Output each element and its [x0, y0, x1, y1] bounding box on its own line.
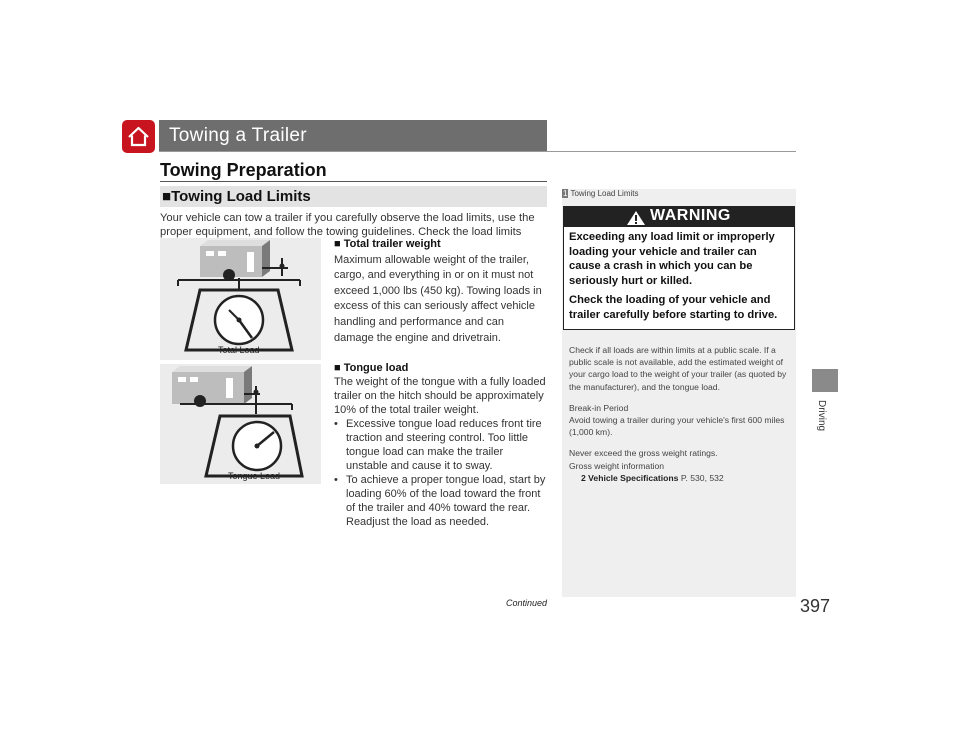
warning-triangle-icon — [626, 210, 646, 226]
note-paragraph: Check if all loads are within limits at a public scale. If a public scale is not available, add the estimated weight of your cargo load to the weight of your trailer (as quoted by the manufacturer), and the tongue load. — [569, 345, 787, 392]
total-trailer-weight-body: Maximum allowable weight of the trailer, cargo, and everything in or on it must not exceed 1,000 lbs (450 kg). Towing loads in excess of this can seriously affect vehicle handling and performance and can damage the engine and drivetrain. — [334, 253, 542, 344]
list-item — [334, 417, 546, 473]
sidebar-caption-text: Towing Load Limits — [570, 189, 639, 198]
home-button[interactable] — [122, 120, 155, 153]
total-trailer-weight-heading — [334, 237, 544, 253]
tongue-load-label: Tongue Load — [228, 471, 281, 481]
continued-label: Continued — [506, 598, 548, 608]
total-trailer-weight-block — [334, 237, 544, 346]
square-bullet-icon: ■ — [162, 188, 172, 205]
total-trailer-weight-heading-text: Total trailer weight — [343, 238, 441, 250]
trailer-scale-tongue-icon — [160, 364, 321, 484]
tongue-load-bullet-text: Excessive tongue load reduces front tire traction and steering control. Too little tongue load can make the trailer unstable and cause it to sway. — [346, 418, 542, 472]
tongue-load-block — [334, 361, 546, 529]
bullet-dot-icon: • — [334, 474, 338, 486]
warning-line: Exceeding any load limit or improperly loading your vehicle and trailer can cause a crash in which you can be seriously hurt or killed. — [569, 231, 775, 287]
sidebar-notes — [569, 344, 791, 484]
note-paragraph: Avoid towing a trailer during your vehicle's first 600 miles (1,000 km). — [569, 415, 785, 438]
note-heading: Break-in Period — [569, 402, 629, 413]
tongue-load-illustration — [160, 364, 321, 484]
total-load-label: Total Load — [218, 345, 260, 355]
chapter-tab[interactable] — [812, 369, 838, 392]
trailer-scale-total-icon — [160, 238, 321, 360]
chapter-tab-label: Driving — [816, 400, 827, 432]
intro-paragraph: Your vehicle can tow a trailer if you carefully observe the load limits, use the proper equipment, and follow the towing guidelines. Check the load limits — [160, 212, 535, 238]
cross-reference-link[interactable] — [569, 472, 791, 484]
section-title: Towing Preparation — [160, 160, 327, 180]
note-paragraph: Gross weight information — [569, 460, 665, 471]
list-item — [334, 473, 546, 529]
tongue-load-heading — [334, 361, 546, 375]
warning-line: Check the loading of your vehicle and trailer carefully before starting to drive. — [569, 294, 778, 321]
home-icon — [127, 125, 150, 148]
section-divider — [160, 181, 547, 182]
subsection-title-text: Towing Load Limits — [171, 188, 311, 205]
warning-text — [569, 230, 791, 323]
total-load-illustration — [160, 238, 321, 360]
note-paragraph: Never exceed the gross weight ratings. — [569, 448, 718, 459]
tongue-load-bullet-text: To achieve a proper tongue load, start by loading 60% of the load toward the front of the trailer and 40% toward the rear. Readjust the load as needed. — [346, 474, 546, 528]
tongue-load-heading-text: Tongue load — [343, 362, 409, 374]
sidebar-caption — [562, 189, 639, 198]
tongue-load-body: The weight of the tongue with a fully loaded trailer on the hitch should be approximately 10% of the total trailer weight. — [334, 376, 546, 416]
chapter-title: Towing a Trailer — [169, 125, 307, 146]
reference-arrow-icon: 2 — [581, 472, 586, 483]
square-bullet-icon: ■ — [334, 238, 341, 250]
reference-number-icon: 1 — [563, 189, 568, 198]
page-number: 397 — [800, 596, 831, 616]
subsection-title — [162, 188, 311, 205]
warning-title: WARNING — [650, 207, 731, 224]
square-bullet-icon: ■ — [334, 362, 341, 374]
bullet-dot-icon: • — [334, 418, 338, 430]
reference-pages: P. 530, 532 — [680, 472, 724, 483]
reference-label: Vehicle Specifications — [588, 472, 679, 483]
header-divider — [159, 151, 796, 152]
